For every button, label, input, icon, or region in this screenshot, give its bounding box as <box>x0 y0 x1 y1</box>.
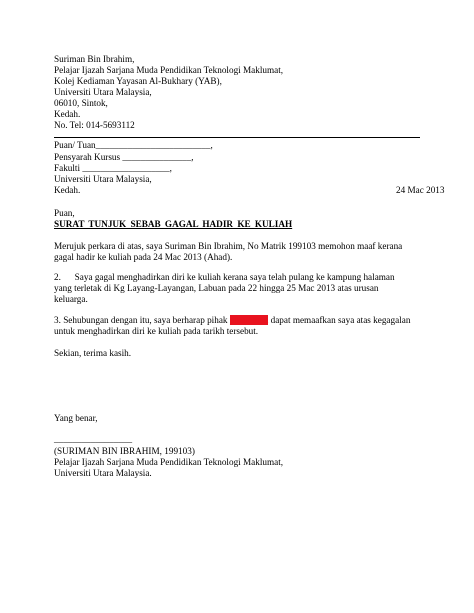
closing-remark: Sekian, terima kasih. <box>54 348 132 358</box>
sender-state: Kedah. <box>54 109 81 119</box>
highlighted-text: puan/ tuan <box>229 315 269 325</box>
recipient-name: Puan/ Tuan_________________________, <box>54 140 213 150</box>
paragraph-2-line-3: keluarga. <box>54 294 88 304</box>
recipient-faculty: Fakulti ___________________, <box>54 163 172 173</box>
signature-line: _________________ <box>54 434 133 444</box>
paragraph-3-text-after: dapat memaafkan saya atas kegagalan <box>268 315 411 325</box>
letter-subject: SURAT TUNJUK SEBAB GAGAL HADIR KE KULIAH <box>54 219 293 229</box>
paragraph-3-text-before: 3. Sehubungan dengan itu, saya berharap pihak <box>54 315 230 325</box>
salutation: Puan, <box>54 208 75 218</box>
recipient-state: Kedah. <box>54 185 81 195</box>
header-divider <box>54 137 420 138</box>
recipient-lecturer: Pensyarah Kursus _______________, <box>54 152 194 162</box>
sender-phone: No. Tel: 014-5693112 <box>54 120 135 130</box>
signatory-name: (SURIMAN BIN IBRAHIM, 199103) <box>54 446 195 456</box>
paragraph-2-line-1: 2. Saya gagal menghadirkan diri ke kuliah kerana saya telah pulang ke kampung halaman <box>54 272 395 282</box>
paragraph-2-line-2: yang terletak di Kg Layang-Layangan, Labuan pada 22 hingga 25 Mac 2013 atas urusan <box>54 283 379 293</box>
sender-university: Universiti Utara Malaysia, <box>54 87 152 97</box>
paragraph-3-line-2: untuk menghadirkan diri ke kuliah pada tarikh tersebut. <box>54 326 259 336</box>
signatory-university: Universiti Utara Malaysia. <box>54 468 152 478</box>
sender-college: Kolej Kediaman Yayasan Al-Bukhary (YAB), <box>54 76 222 86</box>
sender-name: Suriman Bin Ibrahim, <box>54 54 135 64</box>
signatory-program: Pelajar Ijazah Sarjana Muda Pendidikan Teknologi Maklumat, <box>54 457 284 467</box>
paragraph-3-line-1 <box>54 315 410 326</box>
sender-postcode: 06010, Sintok, <box>54 98 108 108</box>
sender-program: Pelajar Ijazah Sarjana Muda Pendidikan Teknologi Maklumat, <box>54 65 284 75</box>
paragraph-1-line-1: Merujuk perkara di atas, saya Suriman Bin Ibrahim, No Matrik 199103 memohon maaf kerana <box>54 241 403 251</box>
yang-benar: Yang benar, <box>54 413 98 423</box>
paragraph-1-line-2: gagal hadir ke kuliah pada 24 Mac 2013 (Ahad). <box>54 252 233 262</box>
letter-date: 24 Mac 2013 <box>396 185 445 195</box>
recipient-university: Universiti Utara Malaysia, <box>54 174 152 184</box>
